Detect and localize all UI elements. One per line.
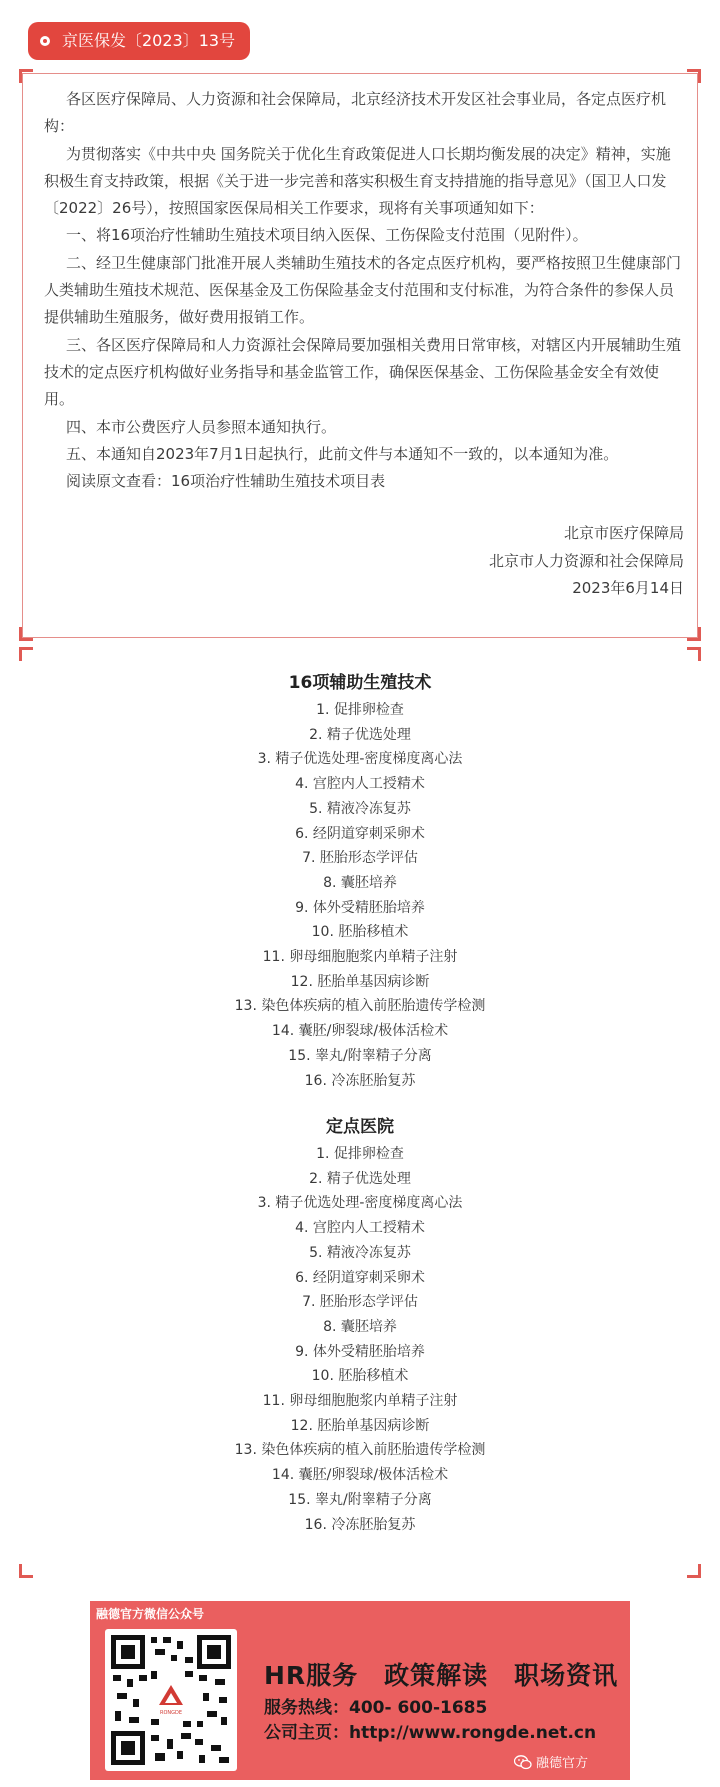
list-item: 16. 冷冻胚胎复苏 [304,1072,416,1089]
banner-headline: HR服务 政策解读 职场资讯 [264,1661,619,1690]
corner-decoration [19,627,33,641]
list-item: 4. 宫腔内人工授精术 [295,1220,425,1237]
list-item: 6. 经阴道穿刺采卵术 [295,1269,425,1286]
list-item: 7. 胚胎形态学评估 [302,1294,418,1311]
salutation: 各区医疗保障局、人力资源和社会保障局，北京经济技术开发区社会事业局，各定点医疗机构： [44,90,667,136]
list-item: 9. 体外受精胚胎培养 [295,1343,425,1360]
list-item: 5. 精液冷冻复苏 [309,800,411,817]
list-item: 14. 囊胚/卵裂球/极体活检术 [271,1023,449,1040]
corner-decoration [687,647,701,661]
list-item: 8. 囊胚培养 [323,1318,397,1335]
list-item: 5. 精液冷冻复苏 [309,1244,411,1261]
techniques-list [0,698,720,1093]
signature-block [489,520,684,603]
corner-decoration [687,1564,701,1578]
list-item: 10. 胚胎移植术 [311,924,409,941]
list-item: 1. 促排卵检查 [316,1146,404,1162]
list-item: 8. 囊胚培养 [323,874,397,891]
list-item: 13. 染色体疾病的植入前胚胎遗传学检测 [234,1442,486,1459]
signature-date: 2023年6月14日 [572,579,684,597]
list-item: 12. 胚胎单基因病诊断 [290,1417,430,1434]
hospitals-section [0,1112,720,1537]
notice-paragraph: 二、经卫生健康部门批准开展人类辅助生殖技术的各定点医疗机构，要严格按照卫生健康部门人类辅助生殖技术规范、医保基金及工伤保险基金支付范围和支付标准，为符合条件的参保人员提供辅助生殖服务，做好费用报销工作。 [44,253,682,327]
list-item: 3. 精子优选处理-密度梯度离心法 [257,1195,463,1212]
list-item: 13. 染色体疾病的植入前胚胎遗传学检测 [234,998,486,1015]
service-hotline: 服务热线：400- 600-1685 [264,1698,488,1718]
hospitals-title: 定点医院 [326,1117,394,1137]
list-item: 2. 精子优选处理 [309,726,411,743]
qr-logo-text: RONGDE [159,1710,183,1716]
wechat-label: 融德官方 [536,1756,589,1771]
notice-body [44,86,684,495]
list-item: 15. 睾丸/附睾精子分离 [288,1491,432,1508]
list-item: 10. 胚胎移植术 [311,1368,409,1385]
list-item: 7. 胚胎形态学评估 [302,850,418,867]
corner-decoration [19,1564,33,1578]
list-item: 4. 宫腔内人工授精术 [295,776,425,793]
signature-line: 北京市医疗保障局 [563,524,684,542]
bullet-icon [40,36,50,46]
doc-number-tag [28,22,250,60]
hospitals-list [0,1142,720,1537]
corner-decoration [687,627,701,641]
banner-header: 融德官方微信公众号 [96,1607,205,1621]
signature-line: 北京市人力资源和社会保障局 [488,551,684,570]
wechat-icon [514,1755,532,1774]
list-item: 12. 胚胎单基因病诊断 [290,973,430,990]
wechat-account [514,1752,588,1774]
promo-banner [90,1601,630,1780]
notice-paragraph: 一、将16项治疗性辅助生殖技术项目纳入医保、工伤保险支付范围（见附件）。 [66,226,588,245]
list-item: 14. 囊胚/卵裂球/极体活检术 [271,1467,449,1484]
list-item: 2. 精子优选处理 [309,1170,411,1187]
read-original-link[interactable]: 阅读原文查看：16项治疗性辅助生殖技术项目表 [66,472,386,491]
list-item: 9. 体外受精胚胎培养 [295,899,425,916]
list-item: 15. 睾丸/附睾精子分离 [288,1047,432,1064]
list-item: 11. 卵母细胞胞浆内单精子注射 [262,1393,458,1410]
notice-paragraph: 为贯彻落实《中共中央 国务院关于优化生育政策促进人口长期均衡发展的决定》精神，实施积极生育支持政策，根据《关于进一步完善和落实积极生育支持措施的指导意见》（国卫人口发〔2022〕26号），按照国家医保局相关工作要求，现将有关事项通知如下： [44,144,671,218]
notice-paragraph: 五、本通知自2023年7月1日起执行，此前文件与本通知不一致的，以本通知为准。 [66,444,619,463]
list-item: 16. 冷冻胚胎复苏 [304,1516,416,1533]
list-item: 11. 卵母细胞胞浆内单精子注射 [262,949,458,966]
list-item: 6. 经阴道穿刺采卵术 [295,825,425,842]
notice-paragraph: 四、本市公费医疗人员参照本通知执行。 [66,417,337,436]
techniques-section [0,668,720,1093]
notice-paragraph: 三、各区医疗保障局和人力资源社会保障局要加强相关费用日常审核，对辖区内开展辅助生殖技术的定点医疗机构做好业务指导和基金监管工作，确保医保基金、工伤保险基金安全有效使用。 [44,335,682,409]
list-item: 1. 促排卵检查 [316,702,404,718]
homepage-link[interactable]: 公司主页：http://www.rongde.net.cn [264,1723,597,1743]
techniques-title: 16项辅助生殖技术 [288,673,432,693]
list-item: 3. 精子优选处理-密度梯度离心法 [257,751,463,768]
corner-decoration [687,69,701,83]
doc-number: 京医保发〔2023〕13号 [62,31,236,50]
qr-code-icon [105,1629,237,1771]
corner-decoration [19,69,33,83]
corner-decoration [19,647,33,661]
